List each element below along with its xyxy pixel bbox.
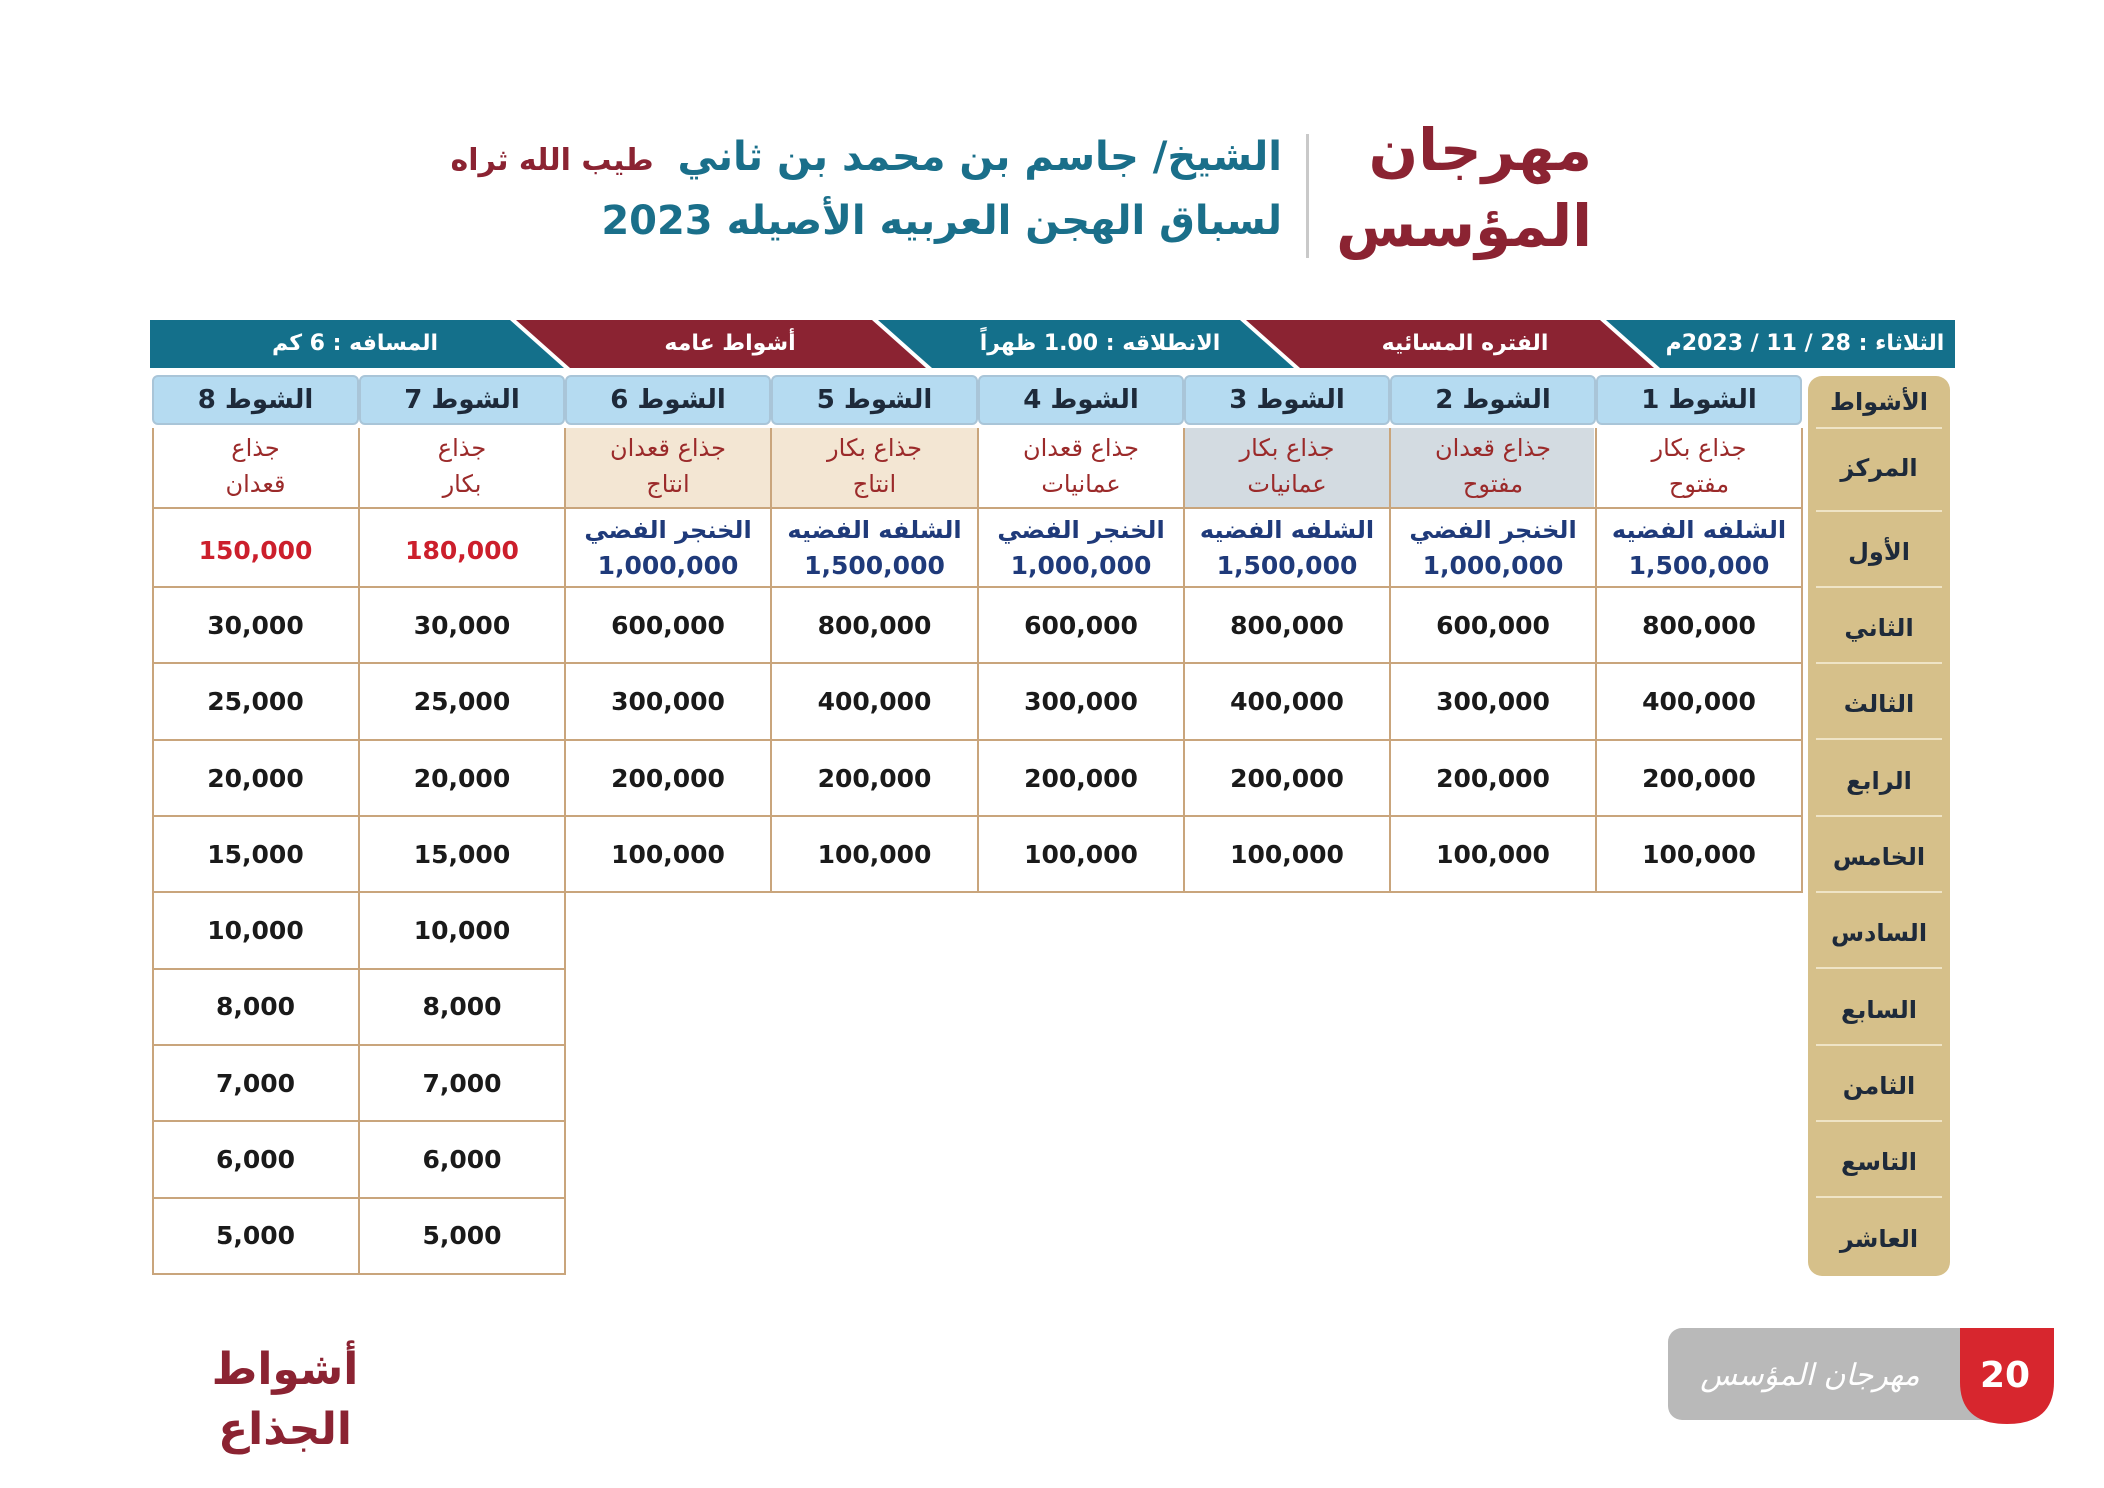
prize-cell: 30,000 <box>207 611 304 640</box>
grid-line <box>1595 428 1597 893</box>
category-line2: قعدان <box>225 470 286 498</box>
prize-cell: 7,000 <box>422 1069 502 1098</box>
row-label-10: العاشر <box>1839 1225 1919 1253</box>
festival-title-line2: المؤسس <box>1336 192 1592 260</box>
category-line2: مفتوح <box>1462 470 1524 498</box>
prize-cell: 6,000 <box>215 1145 296 1174</box>
category-line2: عمانيات <box>1041 470 1121 498</box>
prize-cell: 800,000 <box>817 611 932 640</box>
category-line1: جذاع بكار <box>1239 434 1335 462</box>
prize-cell: 20,000 <box>207 764 304 793</box>
row-separator <box>1816 662 1942 664</box>
prize-cell: 200,000 <box>1642 764 1756 793</box>
prize-cell: 100,000 <box>1230 840 1344 869</box>
category-round-1 <box>1596 430 1802 502</box>
prize-cell: 100,000 <box>1642 840 1756 869</box>
first-prize-value: 1,500,000 <box>804 551 945 580</box>
prize-cell: 200,000 <box>1024 764 1138 793</box>
row-separator <box>1816 738 1942 740</box>
row-separator <box>1816 1044 1942 1046</box>
first-prize-round-3 <box>1184 512 1390 584</box>
prize-cell: 600,000 <box>611 611 725 640</box>
grid-line <box>1801 428 1803 893</box>
grid-line <box>1183 428 1185 893</box>
prize-cell: 7,000 <box>215 1069 296 1098</box>
festival-title-line1: مهرجان <box>1368 116 1592 184</box>
col-head-round-5: الشوط 5 <box>771 375 978 425</box>
category-line1: جذاع قعدان <box>1435 434 1551 462</box>
banner-start: الانطلاقه : 1.00 ظهراً <box>979 331 1221 356</box>
prize-cell: 300,000 <box>611 687 725 716</box>
prize-cell: 100,000 <box>611 840 725 869</box>
prize-cell: 600,000 <box>1024 611 1138 640</box>
prize-cell: 8,000 <box>215 992 296 1021</box>
row-label-1: الأول <box>1848 538 1910 566</box>
subtitle-line1-main: الشيخ/ جاسم بن محمد بن ثاني <box>677 134 1282 180</box>
row-label-2: الثاني <box>1844 614 1914 642</box>
category-line2: عمانيات <box>1247 470 1327 498</box>
row-separator <box>1816 967 1942 969</box>
row-separator <box>1816 510 1942 512</box>
first-prize-round-8: 150,000 <box>198 536 313 565</box>
first-prize-round-1 <box>1596 512 1802 584</box>
first-prize-value: 1,000,000 <box>597 551 739 580</box>
prize-cell: 400,000 <box>1230 687 1344 716</box>
col-head-round-1: الشوط 1 <box>1596 375 1802 425</box>
row-label-corner: الأشواط <box>1830 388 1928 416</box>
prize-cell: 800,000 <box>1230 611 1344 640</box>
prize-cell: 15,000 <box>413 840 511 869</box>
first-prize-name: الخنجر الفضي <box>1409 516 1577 544</box>
prize-cell: 8,000 <box>422 992 502 1021</box>
prize-cell: 15,000 <box>207 840 304 869</box>
grid-line <box>977 428 979 893</box>
col-head-round-6: الشوط 6 <box>565 375 771 425</box>
category-round-7 <box>359 430 565 502</box>
category-round-4 <box>978 430 1184 502</box>
row-separator <box>1816 586 1942 588</box>
first-prize-value: 1,500,000 <box>1628 551 1770 580</box>
col-head-round-4: الشوط 4 <box>978 375 1184 425</box>
category-round-3 <box>1184 430 1390 502</box>
subtitle-line1 <box>451 134 1282 180</box>
footer-logo: مهرجان المؤسس <box>1700 1358 1920 1393</box>
prize-cell: 10,000 <box>207 916 304 945</box>
row-separator <box>1816 815 1942 817</box>
row-label-7: السابع <box>1840 996 1918 1024</box>
col-head-round-2: الشوط 2 <box>1390 375 1596 425</box>
first-prize-round-6 <box>565 512 771 584</box>
category-round-6 <box>565 430 771 502</box>
prize-cell: 25,000 <box>413 687 511 716</box>
row-separator <box>1816 427 1942 429</box>
col-head-round-8: الشوط 8 <box>152 375 359 425</box>
subtitle-line1-accent: طيب الله ثراه <box>450 143 654 178</box>
prize-cell: 200,000 <box>1230 764 1344 793</box>
prize-cell: 300,000 <box>1436 687 1550 716</box>
prize-cell: 10,000 <box>413 916 511 945</box>
prize-cell: 25,000 <box>207 687 304 716</box>
category-line2: انتاج <box>646 470 690 498</box>
row-label-6: السادس <box>1830 919 1928 947</box>
prize-cell: 6,000 <box>422 1145 502 1174</box>
page-number: 20 <box>1979 1355 2031 1396</box>
header-divider <box>1306 134 1309 258</box>
prize-cell: 20,000 <box>413 764 511 793</box>
first-prize-value: 1,000,000 <box>1422 551 1564 580</box>
row-label-8: الثامن <box>1842 1072 1916 1100</box>
col-head-round-7: الشوط 7 <box>359 375 565 425</box>
prize-cell: 400,000 <box>817 687 932 716</box>
prize-cell: 100,000 <box>1436 840 1550 869</box>
first-prize-name: الشلفه الفضيه <box>787 516 962 544</box>
category-line2: مفتوح <box>1668 470 1730 498</box>
prize-cell: 100,000 <box>1024 840 1138 869</box>
first-prize-name: الشلفه الفضيه <box>1611 516 1787 544</box>
prize-cell: 200,000 <box>611 764 725 793</box>
row-separator <box>1816 1196 1942 1198</box>
col-head-round-3: الشوط 3 <box>1184 375 1390 425</box>
category-line1: جذاع بكار <box>1651 434 1747 462</box>
prize-cell: 800,000 <box>1642 611 1756 640</box>
first-prize-name: الخنجر الفضي <box>584 516 752 544</box>
first-prize-round-5 <box>771 512 978 584</box>
category-line1: جذاع بكار <box>827 434 922 462</box>
category-line2: انتاج <box>852 470 897 498</box>
first-prize-round-4 <box>978 512 1184 584</box>
prize-cell: 100,000 <box>817 840 932 869</box>
banner-type: أشواط عامه <box>664 331 796 356</box>
row-label-5: الخامس <box>1832 843 1926 871</box>
prize-cell: 5,000 <box>422 1221 502 1250</box>
first-prize-name: الخنجر الفضي <box>997 516 1165 544</box>
prize-cell: 5,000 <box>215 1221 296 1250</box>
banner-period: الفتره المسائيه <box>1381 331 1549 356</box>
category-line1: جذاع قعدان <box>1023 434 1139 462</box>
banner-distance: المسافه : 6 كم <box>271 331 439 356</box>
grid-line <box>770 428 772 893</box>
first-prize-name: الشلفه الفضيه <box>1199 516 1375 544</box>
row-separator <box>1816 891 1942 893</box>
grid-line <box>1389 428 1391 893</box>
category-round-8 <box>152 430 359 502</box>
first-prize-value: 1,500,000 <box>1216 551 1358 580</box>
first-prize-value: 1,000,000 <box>1010 551 1152 580</box>
category-line1: جذاع <box>437 434 487 462</box>
subtitle-line2: لسباق الهجن العربيه الأصيله 2023 <box>601 198 1282 244</box>
category-round-5 <box>771 430 978 502</box>
category-line1: جذاع <box>231 434 280 462</box>
banner-date: الثلاثاء : 28 / 11 / 2023م <box>1665 331 1945 356</box>
prize-cell: 30,000 <box>413 611 511 640</box>
category-line2: بكار <box>442 470 482 498</box>
category-round-2 <box>1390 430 1596 502</box>
info-banner <box>150 320 1955 368</box>
row-label-3: الثالث <box>1843 690 1915 718</box>
festival-title <box>1332 112 1592 264</box>
prize-cell: 200,000 <box>1436 764 1550 793</box>
section-title: أشواط الجذاع <box>211 1344 359 1455</box>
row-separator <box>1816 1120 1942 1122</box>
prize-cell: 200,000 <box>817 764 932 793</box>
prize-cell: 300,000 <box>1024 687 1138 716</box>
row-label-category: المركز <box>1840 454 1918 482</box>
first-prize-round-7: 180,000 <box>405 536 519 565</box>
first-prize-round-2 <box>1390 512 1596 584</box>
row-label-4: الرابع <box>1846 767 1912 795</box>
prize-cell: 400,000 <box>1642 687 1756 716</box>
row-label-9: التاسع <box>1840 1148 1918 1176</box>
category-line1: جذاع قعدان <box>610 434 726 462</box>
row-labels-sidebar <box>1808 376 1950 1276</box>
prize-cell: 600,000 <box>1436 611 1550 640</box>
